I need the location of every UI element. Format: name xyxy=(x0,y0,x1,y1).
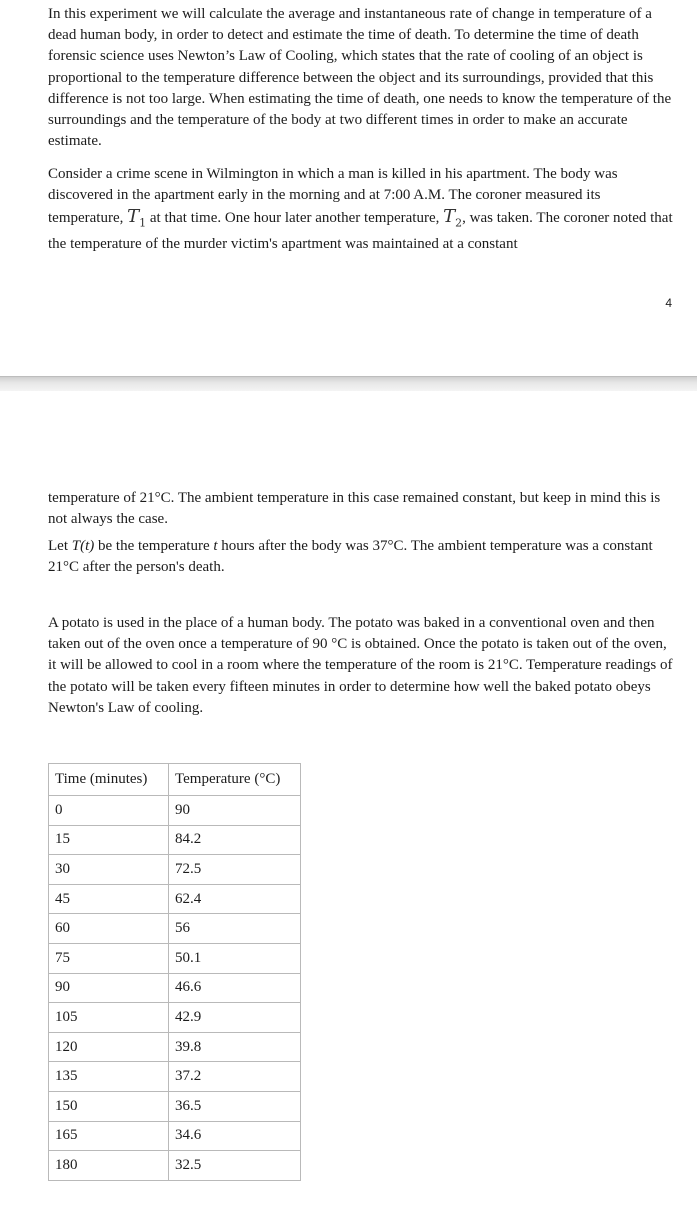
temperature-t2 xyxy=(443,206,463,230)
function-variable: T(t) xyxy=(71,538,95,554)
crime-scene-text-3: , was taken. The coroner noted that the temperature of the murder victim's apartment was maintained at a constant xyxy=(48,210,673,253)
cooling-data-table xyxy=(48,763,301,1181)
temperature-cell: 32.5 xyxy=(169,1151,301,1181)
ambient-paragraph: temperature of 21°C. The ambient temperature in this case remained constant, but keep in mind this is not always the case. xyxy=(48,490,661,528)
t1-base: T xyxy=(127,206,140,228)
time-cell: 165 xyxy=(49,1121,169,1151)
t1-subscript: 1 xyxy=(139,217,147,230)
table-row xyxy=(49,825,301,855)
temperature-cell: 39.8 xyxy=(169,1032,301,1062)
temperature-cell: 34.6 xyxy=(169,1121,301,1151)
table-row xyxy=(49,1151,301,1181)
time-variable: t xyxy=(213,538,218,554)
temperature-cell: 90 xyxy=(169,796,301,826)
temperature-cell: 72.5 xyxy=(169,855,301,885)
temperature-cell: 84.2 xyxy=(169,825,301,855)
table-row xyxy=(49,796,301,826)
time-cell: 90 xyxy=(49,973,169,1003)
table-row xyxy=(49,1091,301,1121)
temperature-cell: 50.1 xyxy=(169,943,301,973)
page-divider xyxy=(0,376,697,391)
crime-scene-text-1: Consider a crime scene in Wilmington in which a man is killed in his apartment. The body was discovered in the apartment early in the morning and at 7:00 A.M. The coroner measured its temperature, xyxy=(48,166,618,227)
time-cell: 105 xyxy=(49,1003,169,1033)
intro-paragraph: In this experiment we will calculate the average and instantaneous rate of change in temperature of a dead human body, in order to detect and estimate the time of death. To determine the time of death forensic science uses Newton’s Law of Cooling, which states that the rate of cooling of an object is proportional to the temperature difference between the object and its surroundings, provided that this difference is not too large. When estimating the time of death, one needs to know the temperature of the surroundings and the temperature of the body at two different times in order to make an accurate estimate. xyxy=(48,6,672,150)
crime-scene-text-2: at that time. One hour later another temperature, xyxy=(146,210,444,227)
table-row xyxy=(49,1003,301,1033)
temperature-t1 xyxy=(127,206,147,230)
temperature-cell: 46.6 xyxy=(169,973,301,1003)
table-header-row xyxy=(49,764,301,796)
table-row xyxy=(49,1032,301,1062)
t2-base: T xyxy=(443,206,456,228)
time-cell: 150 xyxy=(49,1091,169,1121)
time-cell: 135 xyxy=(49,1062,169,1092)
table-body xyxy=(49,796,301,1181)
t2-subscript: 2 xyxy=(455,217,463,230)
time-cell: 15 xyxy=(49,825,169,855)
time-cell: 75 xyxy=(49,943,169,973)
temperature-cell: 42.9 xyxy=(169,1003,301,1033)
table-row xyxy=(49,914,301,944)
time-cell: 60 xyxy=(49,914,169,944)
definition-text-3: hours after the body was 37°C. The ambient temperature was a constant 21°C after the person's death. xyxy=(48,538,653,576)
time-cell: 30 xyxy=(49,855,169,885)
table-row xyxy=(49,943,301,973)
crime-scene-paragraph xyxy=(48,164,678,255)
definition-text-1: Let xyxy=(48,538,72,554)
table-row xyxy=(49,1062,301,1092)
time-cell: 45 xyxy=(49,884,169,914)
header-temperature: Temperature (°C) xyxy=(169,764,301,796)
temperature-cell: 62.4 xyxy=(169,884,301,914)
time-cell: 0 xyxy=(49,796,169,826)
time-cell: 120 xyxy=(49,1032,169,1062)
temperature-cell: 56 xyxy=(169,914,301,944)
table-row xyxy=(49,884,301,914)
page-number: 4 xyxy=(665,296,672,310)
table-row xyxy=(49,855,301,885)
temperature-cell: 37.2 xyxy=(169,1062,301,1092)
table-row xyxy=(49,973,301,1003)
document-page-top xyxy=(0,0,697,376)
header-time: Time (minutes) xyxy=(49,764,169,796)
definition-text-2: be the temperature xyxy=(94,538,214,554)
definition-paragraph xyxy=(48,536,678,578)
potato-paragraph: A potato is used in the place of a human body. The potato was baked in a conventional oven and then taken out of the oven once a temperature of 90 °C is obtained. Once the potato is taken out of the oven, it will be allowed to cool in a room where the temperature of the room is 21°C. Temperature readings of the potato will be taken every fifteen minutes in order to determine how well the baked potato obeys Newton's Law of cooling. xyxy=(48,615,673,716)
temperature-cell: 36.5 xyxy=(169,1091,301,1121)
time-cell: 180 xyxy=(49,1151,169,1181)
table-row xyxy=(49,1121,301,1151)
